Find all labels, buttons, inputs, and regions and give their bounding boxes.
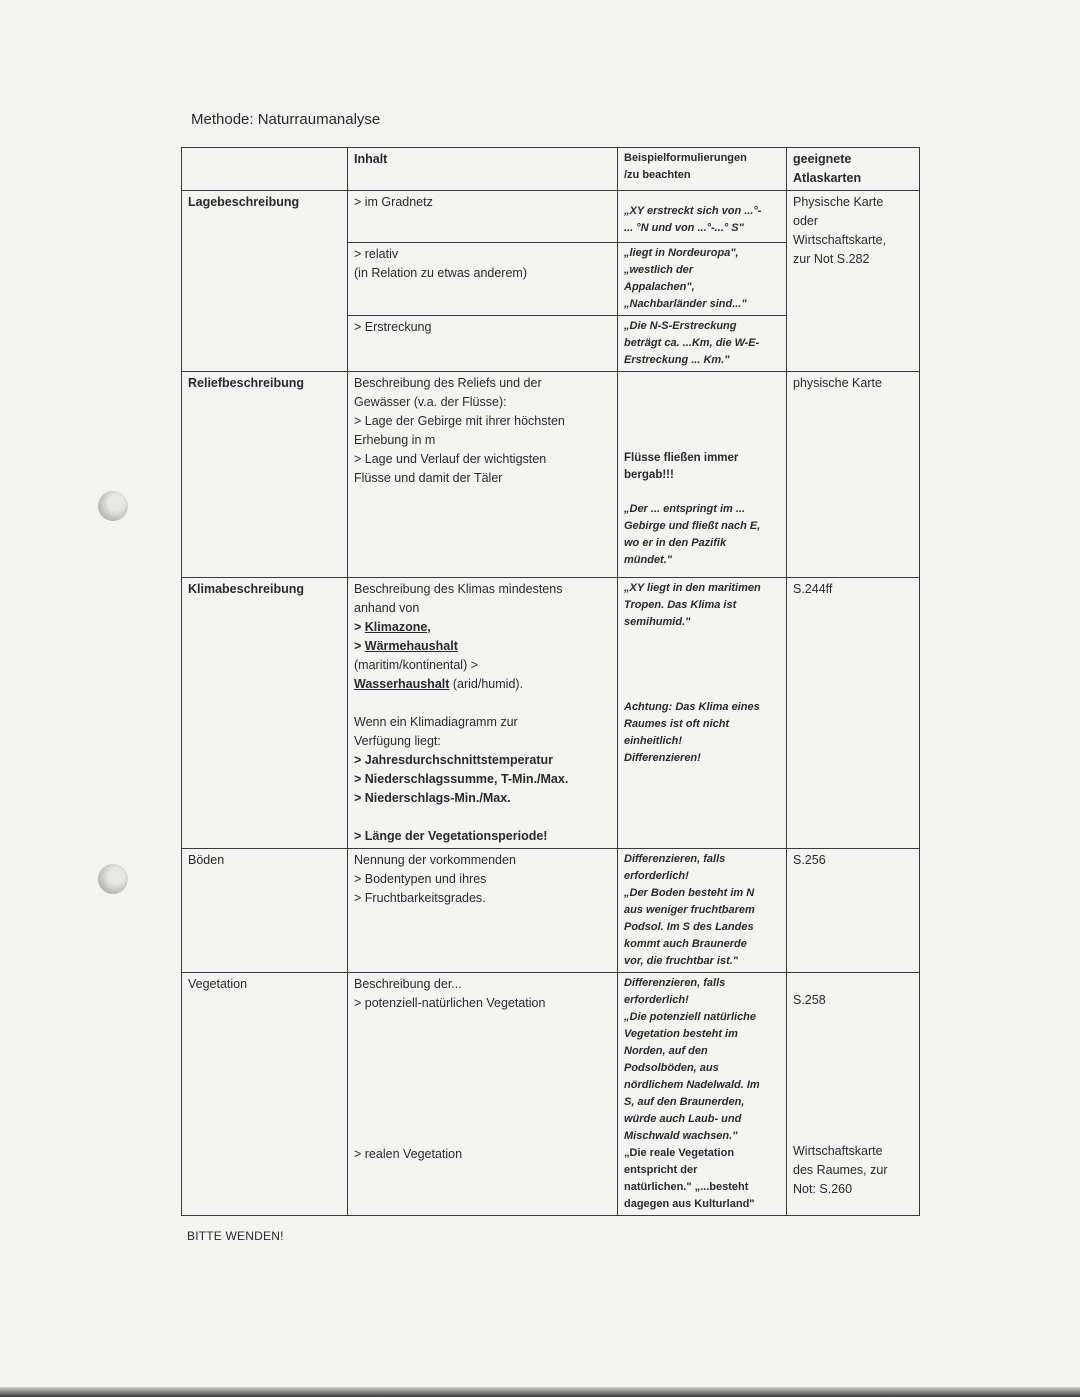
relief-atlas: physische Karte — [787, 372, 920, 578]
relief-spacer — [624, 484, 780, 501]
vegetation-example-line12: entspricht der — [624, 1164, 698, 1176]
footer-note: BITTE WENDEN! — [187, 1229, 284, 1243]
boeden-example-line1: Differenzieren, falls — [624, 853, 726, 865]
row-label-boeden: Böden — [182, 849, 348, 973]
klima-inhalt-line8: Verfügung liegt: — [354, 734, 441, 748]
lage-atlas-line1: Physische Karte — [793, 195, 884, 209]
lage-erstreckung: > Erstreckung — [348, 316, 618, 372]
header-atlaskarten-line1: geeignete — [793, 152, 852, 166]
klima-inhalt-line9: > Jahresdurchschnittstemperatur — [354, 753, 554, 767]
vegetation-example-line11: „Die reale Vegetation — [624, 1147, 735, 1159]
boeden-inhalt-line2: > Bodentypen und ihres — [354, 872, 487, 886]
klima-inhalt-line10: > Niederschlagssumme, T-Min./Max. — [354, 772, 569, 786]
vegetation-atlas-line2: Wirtschaftskarte — [793, 1144, 883, 1158]
klima-klimazone: Klimazone, — [364, 620, 431, 634]
punch-hole-top — [98, 491, 128, 521]
vegetation-inhalt — [348, 973, 618, 1216]
lage-relativ-line1: > relativ — [354, 247, 399, 261]
relief-inhalt-line6: Flüsse und damit der Täler — [354, 471, 503, 485]
vegetation-example-line2: erforderlich! — [624, 994, 689, 1006]
vegetation-example-line7: nördlichem Nadelwald. Im — [624, 1079, 760, 1091]
lage-atlas-line2: oder — [793, 214, 819, 228]
klima-note-line2: Raumes ist oft nicht — [624, 718, 730, 730]
boeden-example-line2: erforderlich! — [624, 870, 689, 882]
analysis-table — [181, 147, 920, 1216]
vegetation-inhalt-line1: Beschreibung der... — [354, 977, 462, 991]
relief-example-line2: Gebirge und fließt nach E, — [624, 520, 761, 532]
relief-example-line1: „Der ... entspringt im ... — [624, 503, 746, 515]
lage-atlas-line4: zur Not S.282 — [793, 252, 870, 266]
lage-gradnetz: > im Gradnetz — [348, 191, 618, 243]
klima-inhalt-line11: > Niederschlags-Min./Max. — [354, 791, 511, 805]
header-inhalt: Inhalt — [348, 148, 618, 191]
row-label-lage: Lagebeschreibung — [182, 191, 348, 372]
boeden-example-line6: kommt auch Braunerde — [624, 938, 747, 950]
klima-inhalt-line1: Beschreibung des Klimas mindestens — [354, 582, 563, 596]
table-row-klima — [182, 578, 920, 849]
klima-note-line1: Achtung: Das Klima eines — [624, 701, 760, 713]
lage-relativ-example-line1: „liegt in Nordeuropa", — [624, 247, 739, 259]
klima-note-line3: einheitlich! — [624, 735, 683, 747]
relief-example-line4: mündet." — [624, 554, 672, 566]
klima-inhalt-line6 — [354, 675, 611, 694]
vegetation-atlas-line1: S.258 — [793, 993, 826, 1007]
lage-relativ-example-line3: Appalachen", — [624, 281, 695, 293]
vegetation-atlas-gap — [793, 1010, 913, 1142]
klima-example-line1: „XY liegt in den maritimen — [624, 582, 761, 594]
vegetation-gap — [354, 1013, 611, 1145]
boeden-inhalt-line1: Nennung der vorkommenden — [354, 853, 516, 867]
vegetation-example-line14: dagegen aus Kulturland" — [624, 1198, 755, 1210]
boeden-atlas: S.256 — [787, 849, 920, 973]
lage-erstreckung-example-line1: „Die N-S-Erstreckung — [624, 320, 737, 332]
relief-beispiel — [618, 372, 787, 578]
lage-relativ-line2: (in Relation zu etwas anderem) — [354, 266, 527, 280]
klima-spacer — [354, 694, 611, 713]
klima-wasserhaushalt: Wasserhaushalt — [354, 677, 450, 691]
klima-inhalt-line3 — [354, 618, 611, 637]
vegetation-example-line5: Norden, auf den — [624, 1045, 708, 1057]
klima-inhalt — [348, 578, 618, 849]
klima-inhalt-line4-prefix: > — [354, 639, 365, 653]
header-atlaskarten — [787, 148, 920, 191]
header-beispiele-line1: Beispielformulierungen — [624, 152, 747, 164]
page-title: Methode: Naturraumanalyse — [191, 111, 381, 128]
boeden-example-line5: Podsol. Im S des Landes — [624, 921, 754, 933]
lage-relativ-example-line4: „Nachbarländer sind..." — [624, 298, 747, 310]
klima-beispiel — [618, 578, 787, 849]
lage-erstreckung-example — [618, 316, 787, 372]
lage-erstreckung-example-line3: Erstreckung ... Km." — [624, 354, 730, 366]
table-row-vegetation — [182, 973, 920, 1216]
paper-bottom-edge — [0, 1387, 1080, 1397]
vegetation-example-line10: Mischwald wachsen." — [624, 1130, 738, 1142]
table-header-row — [182, 148, 920, 191]
klima-atlas: S.244ff — [787, 578, 920, 849]
row-label-relief: Reliefbeschreibung — [182, 372, 348, 578]
klima-note-line4: Differenzieren! — [624, 752, 701, 764]
klima-inhalt-line6-suffix: (arid/humid). — [449, 677, 524, 691]
lage-gradnetz-example-line2: ... °N und von ...°-...° S" — [624, 222, 744, 234]
klima-inhalt-line7: Wenn ein Klimadiagramm zur — [354, 715, 518, 729]
lage-gradnetz-example — [618, 191, 787, 243]
header-empty-cell — [182, 148, 348, 191]
vegetation-inhalt-line3: > realen Vegetation — [354, 1147, 463, 1161]
vegetation-example-line9: würde auch Laub- und — [624, 1113, 742, 1125]
relief-note-line2: bergab!!! — [624, 469, 674, 481]
klima-inhalt-line3-prefix: > — [354, 620, 365, 634]
relief-example-line3: wo er in den Pazifik — [624, 537, 727, 549]
klima-example-line3: semihumid." — [624, 616, 691, 628]
vegetation-example-line6: Podsolböden, aus — [624, 1062, 719, 1074]
relief-inhalt-line4: Erhebung in m — [354, 433, 436, 447]
vegetation-example-line1: Differenzieren, falls — [624, 977, 726, 989]
klima-inhalt-line4 — [354, 637, 611, 656]
boeden-example-line7: vor, die fruchtbar ist." — [624, 955, 739, 967]
vegetation-atlas-line3: des Raumes, zur — [793, 1163, 888, 1177]
klima-inhalt-line5: (maritim/kontinental) > — [354, 658, 478, 672]
relief-inhalt-line3: > Lage der Gebirge mit ihrer höchsten — [354, 414, 565, 428]
boeden-example-line3: „Der Boden besteht im N — [624, 887, 755, 899]
boeden-inhalt-line3: > Fruchtbarkeitsgrades. — [354, 891, 486, 905]
row-label-klima: Klimabeschreibung — [182, 578, 348, 849]
relief-inhalt-line2: Gewässer (v.a. der Flüsse): — [354, 395, 507, 409]
boeden-example-line4: aus weniger fruchtbarem — [624, 904, 755, 916]
table-row-lage-gradnetz — [182, 191, 920, 243]
table-row-boeden — [182, 849, 920, 973]
lage-relativ-example-line2: „westlich der — [624, 264, 694, 276]
table-row-relief — [182, 372, 920, 578]
lage-relativ — [348, 243, 618, 316]
lage-gradnetz-example-line1: „XY erstreckt sich von ...°- — [624, 205, 762, 217]
vegetation-inhalt-line2: > potenziell-natürlichen Vegetation — [354, 996, 546, 1010]
boeden-beispiel — [618, 849, 787, 973]
row-label-vegetation: Vegetation — [182, 973, 348, 1216]
vegetation-example-line13: natürlichen." „...besteht — [624, 1181, 749, 1193]
lage-atlas-line3: Wirtschaftskarte, — [793, 233, 887, 247]
relief-inhalt-line1: Beschreibung des Reliefs und der — [354, 376, 542, 390]
relief-inhalt-line5: > Lage und Verlauf der wichtigsten — [354, 452, 547, 466]
relief-note-line1: Flüsse fließen immer — [624, 452, 739, 464]
lage-atlas — [787, 191, 920, 372]
klima-waermehaushalt: Wärmehaushalt — [364, 639, 458, 653]
vegetation-example-line8: S, auf den Braunerden, — [624, 1096, 745, 1108]
vegetation-atlas — [787, 973, 920, 1216]
punch-hole-bottom — [98, 864, 128, 894]
klima-example-line2: Tropen. Das Klima ist — [624, 599, 737, 611]
header-beispiele-line2: /zu beachten — [624, 169, 691, 181]
header-beispiele — [618, 148, 787, 191]
klima-inhalt-line2: anhand von — [354, 601, 420, 615]
vegetation-example-line4: Vegetation besteht im — [624, 1028, 738, 1040]
klima-spacer-2 — [354, 808, 611, 827]
klima-inhalt-line12: > Länge der Vegetationsperiode! — [354, 829, 548, 843]
klima-gap — [624, 631, 780, 699]
vegetation-beispiel — [618, 973, 787, 1216]
lage-relativ-example — [618, 243, 787, 316]
vegetation-example-line3: „Die potenziell natürliche — [624, 1011, 757, 1023]
header-atlaskarten-line2: Atlaskarten — [793, 171, 862, 185]
vegetation-atlas-line4: Not: S.260 — [793, 1182, 853, 1196]
relief-inhalt — [348, 372, 618, 578]
lage-erstreckung-example-line2: beträgt ca. ...Km, die W-E- — [624, 337, 760, 349]
boeden-inhalt — [348, 849, 618, 973]
